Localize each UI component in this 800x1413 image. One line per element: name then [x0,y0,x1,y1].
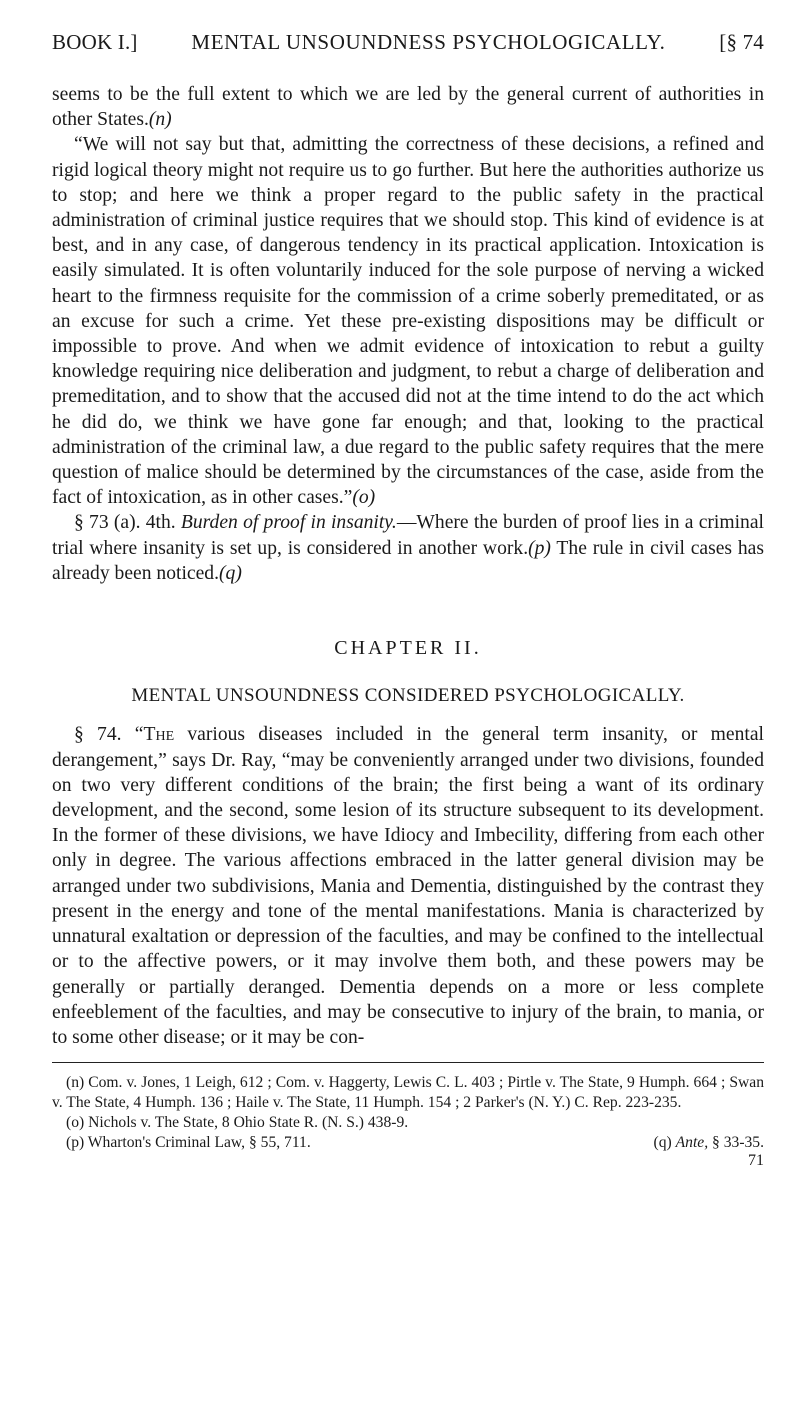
page [52,30,764,1170]
footnote-divider [52,1062,764,1063]
running-head-title: MENTAL UNSOUNDNESS PSYCHOLOGICALLY. [191,30,666,54]
footnote-ref-q: (q) [219,562,242,584]
running-head [52,30,764,60]
chapter-heading: CHAPTER II. [334,637,482,660]
footnote-ref-o: (o) [352,487,376,509]
running-head-section: [§ 74 [719,30,764,54]
footnote-n: (n) Com. v. Jones, 1 Leigh, 612 ; Com. v. Haggerty, Lewis C. L. 403 ; Pirtle v. The State, 9 Humph. 664 ; Swan v. The State, 4 Humph. 136 ; Haile v. The State, 11 Humph. 154 ; 2 Parker's (N. Y.) C. Rep. 223-235. [52,1074,764,1111]
footnote-ref-n: (n) [148,109,172,131]
running-head-left: BOOK I.] [52,30,138,54]
footnote-row [52,1133,764,1153]
footnote-o: (o) Nichols v. The State, 8 Ohio State R. (N. S.) 438-9. [66,1113,409,1131]
footnotes [52,1073,764,1152]
footnote-q: (q) Ante, § 33-35. [653,1133,764,1151]
paragraph-quotation: “We will not say but that, admitting the correctness of these decisions, a refined and rigid logical theory might not require us to go further. But here the authorities authorize us to stop; and here we think a proper regard to the public safety in the practical administration of criminal justice requires that we should stop. This kind of evidence is at best, and in any case, of dangerous tendency in its practical application. Intoxication is easily simulated. It is often voluntarily induced for the sole purpose of nerving a wicked heart to the firmness requisite for the commission of a crime soberly premeditated, or as an excuse for such a crime. Yet these pre-existing dispositions may be difficult or impossible to prove. And when we admit evidence of intoxication to rebut a guilty knowledge requiring nice deliberation and judgment, to rebut a charge of deliberation and premeditation, and to show that the accused did not at the time intend to do the act which he did do, we think we have gone far enough; and that, looking to the practical administration of the criminal law, a due regard to the public safety requires that the mere question of malice should be determined by the circumstances of the case, aside from the fact of intoxication, as in other cases.”(o) [52,134,764,509]
footnote-ref-p: (p) [528,537,551,559]
footnote-p: (p) Wharton's Criminal Law, § 55, 711. [66,1133,311,1151]
section-title: Burden of proof in insanity. [180,512,397,534]
chapter-subtitle: MENTAL UNSOUNDNESS CONSIDERED PSYCHOLOGICALLY. [131,685,685,707]
page-number: 71 [748,1152,764,1170]
paragraph-section-73a: § 73 (a). 4th. Burden of proof in insanity.—Where the burden of proof lies in a criminal trial where insanity is set up, is considered in another work.(p) The rule in civil cases has already been noticed.(q) [52,512,764,584]
main-text [52,82,764,1050]
paragraph-continuation: seems to be the full extent to which we are led by the general current of authorities in other States.(n) [52,84,764,131]
paragraph-section-74: § 74. “The various diseases included in the general term insanity, or mental derangement,” says Dr. Ray, “may be conveniently arranged under two divisions, founded on two very different conditions of the brain; the first being a want of its ordinary development, and the second, some lesion of its structure subsequent to its development. In the former of these divisions, we have Idiocy and Imbecility, differing from each other only in degree. The various affections embraced in the latter general division may be arranged under two subdivisions, Mania and Dementia, distinguished by the contrast they present in the energy and tone of the mental manifestations. Mania is characterized by unnatural exaltation or depression of the faculties, and may be confined to the intellectual or to the affective powers, or it may involve them both, and these powers may be generally or partially deranged. Dementia depends on a more or less complete enfeeblement of the faculties, and may be consecutive to injury of the brain, to mania, or to some other disease; or it may be con- [52,724,764,1048]
